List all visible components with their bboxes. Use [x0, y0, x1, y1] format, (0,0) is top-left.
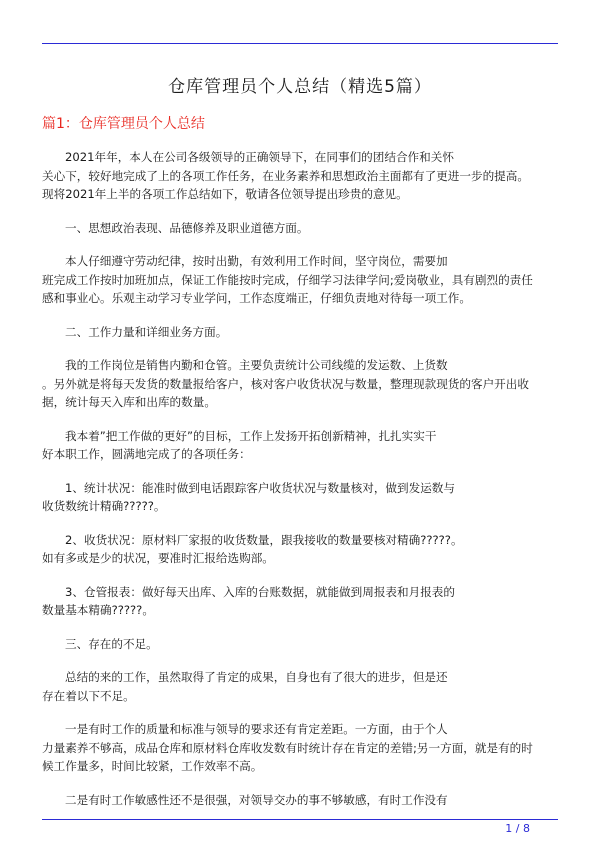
- paragraph: [42, 356, 558, 412]
- paragraph-line: 如有多或是少的状况，要准时汇报给选购部。: [42, 551, 274, 565]
- paragraph-line: 数量基本精确?????。: [42, 603, 154, 617]
- paragraph-line: 二、工作力量和详细业务方面。: [65, 324, 228, 339]
- paragraph-line: 好本职工作，圆满地完成了的各项任务：: [42, 447, 251, 461]
- paragraph-line: 候工作量多，时间比较紧，工作效率不高。: [42, 759, 263, 773]
- paragraph: [42, 252, 558, 308]
- header-rule: [42, 43, 558, 44]
- paragraph-line: 总结的来的工作，虽然取得了肯定的成果，自身也有了很大的进步，但是还: [65, 670, 448, 684]
- paragraph-line: 存在着以下不足。: [42, 688, 135, 703]
- paragraph-line: 关心下，较好地完成了上的各项工作任务，在业务素养和思想政治主面都有了更进一步的提高。: [42, 168, 529, 183]
- paragraph-line: 感和事业心。乐观主动学习专业学问，工作态度端正，仔细负责地对待每一项工作。: [42, 291, 471, 305]
- paragraph-line: 我本着”把工作做的更好”的目标，工作上发扬开拓创新精神，扎扎实实干: [65, 428, 437, 443]
- paragraph: [42, 148, 558, 204]
- paragraph-line: 班完成工作按时加班加点，保证工作能按时完成，仔细学习法律学问;爱岗敬业，具有剧烈的责任: [42, 272, 533, 287]
- paragraph-line: 一是有时工作的质量和标准与领导的要求还有肯定差距。一方面，由于个人: [65, 722, 448, 736]
- page-title: 仓库管理员个人总结（精选5篇）: [168, 77, 432, 97]
- paragraph-line: 三、存在的不足。: [65, 636, 158, 651]
- paragraph: [42, 323, 558, 342]
- paragraph: [42, 479, 558, 516]
- paragraph-line: 本人仔细遵守劳动纪律，按时出勤，有效利用工作时间，坚守岗位，需要加: [65, 254, 448, 268]
- paragraph-line: 我的工作岗位是销售内勤和仓管。主要负责统计公司线缆的发运数、上货数: [65, 358, 448, 372]
- paragraph-line: 2、收货状况：原材料厂家报的收货数量，跟我接收的数量要核对精确?????。: [65, 532, 463, 547]
- paragraph-line: 3、仓管报表：做好每天出库、入库的台账数据，就能做到周报表和月报表的: [65, 584, 455, 599]
- paragraph-line: 力量素养不够高，成品仓库和原材料仓库收发数有时统计存在肯定的差错;另一方面，就是有的时: [42, 740, 533, 755]
- document-body: [42, 148, 558, 824]
- paragraph-line: 。另外就是将每天发货的数量报给客户，核对客户收货状况与数量，整理现款现货的客户开出收: [42, 376, 529, 391]
- section-heading: 篇1：仓库管理员个人总结: [42, 116, 205, 132]
- paragraph: [42, 583, 558, 620]
- paragraph-line: 现将2021年上半的各项工作总结如下，敬请各位领导提出珍贵的意见。: [42, 187, 408, 201]
- paragraph: [42, 635, 558, 654]
- paragraph: [42, 531, 558, 568]
- paragraph-line: 收货数统计精确?????。: [42, 499, 166, 513]
- paragraph-line: 二是有时工作敏感性还不是很强，对领导交办的事不够敏感，有时工作没有: [65, 792, 448, 807]
- paragraph-line: 1、统计状况：能准时做到电话跟踪客户收货状况与数量核对，做到发运数与: [65, 480, 455, 495]
- page-number: 1 / 8: [505, 822, 530, 835]
- paragraph-line: 据，统计每天入库和出库的数量。: [42, 395, 216, 409]
- paragraph: [42, 668, 558, 705]
- paragraph-line: 一、思想政治表现、品德修养及职业道德方面。: [65, 220, 309, 235]
- paragraph: [42, 219, 558, 238]
- footer-rule: [42, 819, 558, 820]
- paragraph: [42, 720, 558, 776]
- paragraph: [42, 427, 558, 464]
- paragraph-line: 2021年年，本人在公司各级领导的正确领导下，在同事们的团结合作和关怀: [65, 150, 454, 164]
- paragraph: [42, 791, 558, 810]
